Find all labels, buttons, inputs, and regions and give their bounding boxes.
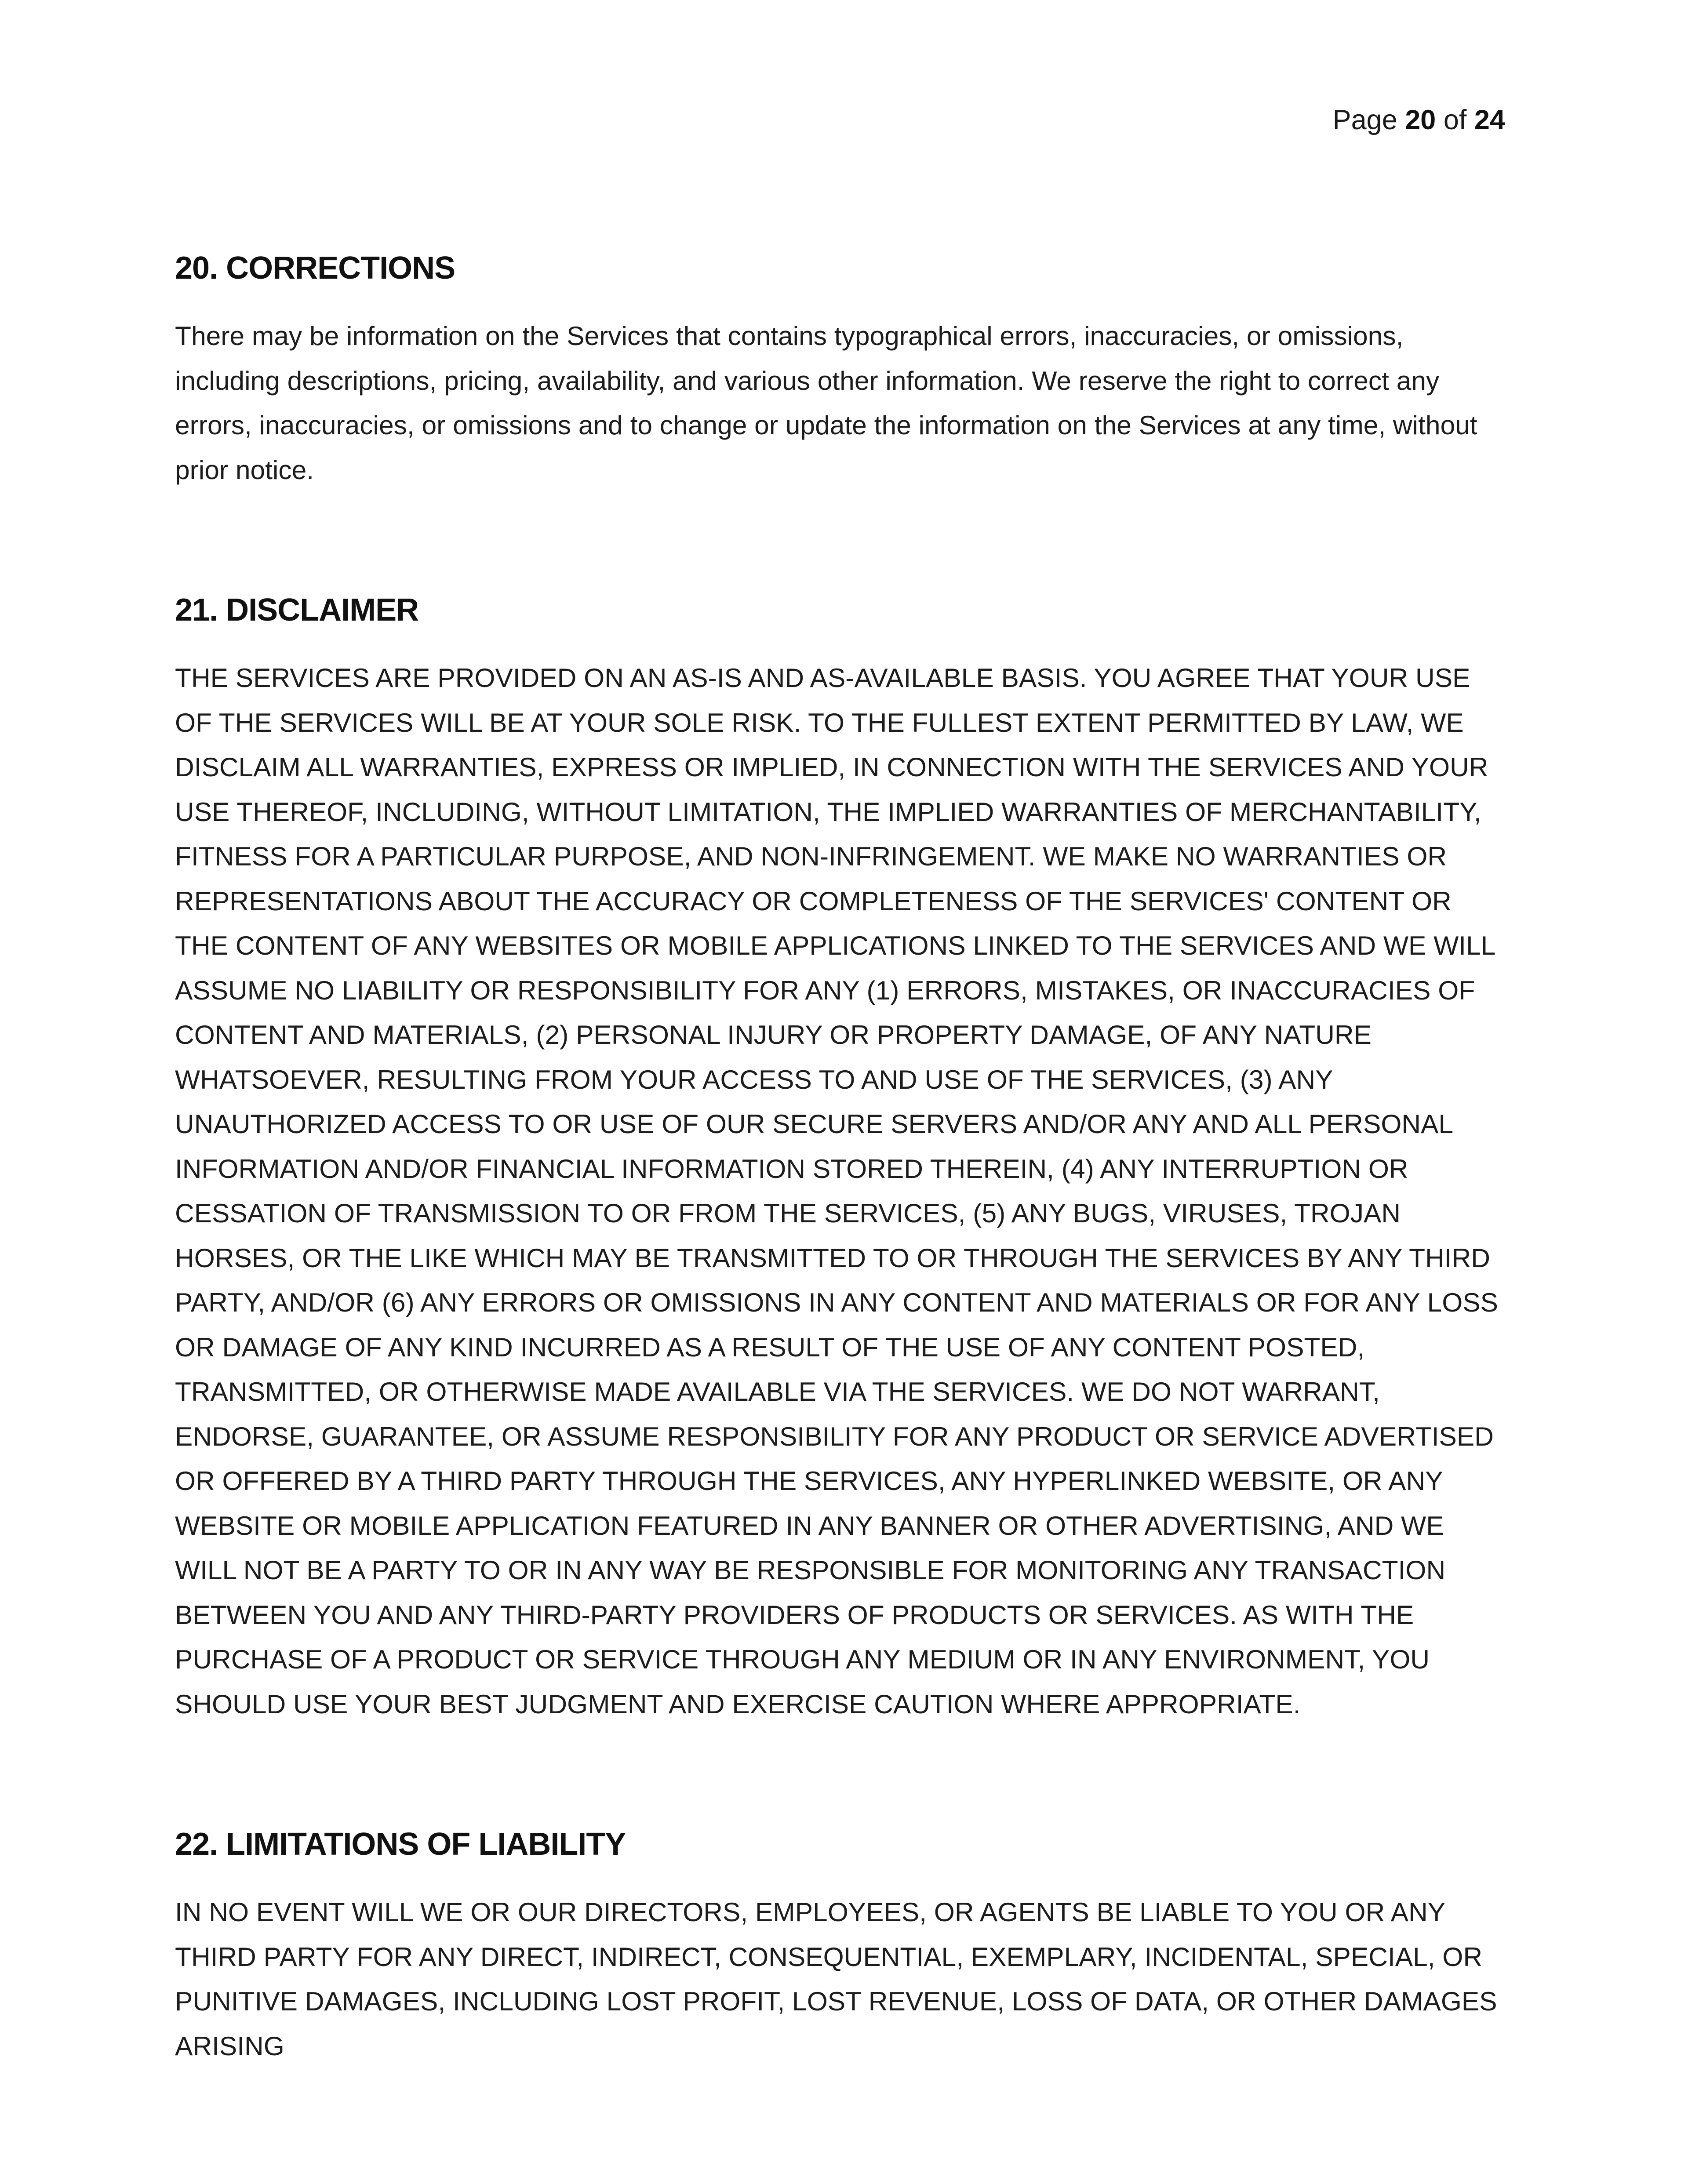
section-body: THE SERVICES ARE PROVIDED ON AN AS-IS AND AS-AVAILABLE BASIS. YOU AGREE THAT YOUR USE OF THE SERVICES WILL BE AT YOUR SOLE RISK. TO THE FULLEST EXTENT PERMITTED BY LAW, WE DISCLAIM ALL WARRANTIES, EXPRESS OR IMPLIED, IN CONNECTION WITH THE SERVICES AND YOUR USE THEREOF, INCLUDING, WITHOUT LIMITATION, THE IMPLIED WARRANTIES OF MERCHANTABILITY, FITNESS FOR A PARTICULAR PURPOSE, AND NON-INFRINGEMENT. WE MAKE NO WARRANTIES OR REPRESENTATIONS ABOUT THE ACCURACY OR COMPLETENESS OF THE SERVICES' CONTENT OR THE CONTENT OF ANY WEBSITES OR MOBILE APPLICATIONS LINKED TO THE SERVICES AND WE WILL ASSUME NO LIABILITY OR RESPONSIBILITY FOR ANY (1) ERRORS, MISTAKES, OR INACCURACIES OF CONTENT AND MATERIALS, (2) PERSONAL INJURY OR PROPERTY DAMAGE, OF ANY NATURE WHATSOEVER, RESULTING FROM YOUR ACCESS TO AND USE OF THE SERVICES, (3) ANY UNAUTHORIZED ACCESS TO OR USE OF OUR SECURE SERVERS AND/OR ANY AND ALL PERSONAL INFORMATION AND/OR FINANCIAL INFORMATION STORED THEREIN, (4) ANY INTERRUPTION OR CESSATION OF TRANSMISSION TO OR FROM THE SERVICES, (5) ANY BUGS, VIRUSES, TROJAN HORSES, OR THE LIKE WHICH MAY BE TRANSMITTED TO OR THROUGH THE SERVICES BY ANY THIRD PARTY, AND/OR (6) ANY ERRORS OR OMISSIONS IN ANY CONTENT AND MATERIALS OR FOR ANY LOSS OR DAMAGE OF ANY KIND INCURRED AS A RESULT OF THE USE OF ANY CONTENT POSTED, TRANSMITTED, OR OTHERWISE MADE AVAILABLE VIA THE SERVICES. WE DO NOT WARRANT, ENDORSE, GUARANTEE, OR ASSUME RESPONSIBILITY FOR ANY PRODUCT OR SERVICE ADVERTISED OR OFFERED BY A THIRD PARTY THROUGH THE SERVICES, ANY HYPERLINKED WEBSITE, OR ANY WEBSITE OR MOBILE APPLICATION FEATURED IN ANY BANNER OR OTHER ADVERTISING, AND WE WILL NOT BE A PARTY TO OR IN ANY WAY BE RESPONSIBLE FOR MONITORING ANY TRANSACTION BETWEEN YOU AND ANY THIRD-PARTY PROVIDERS OF PRODUCTS OR SERVICES. AS WITH THE PURCHASE OF A PRODUCT OR SERVICE THROUGH ANY MEDIUM OR IN ANY ENVIRONMENT, YOU SHOULD USE YOUR BEST JUDGMENT AND EXERCISE CAUTION WHERE APPROPRIATE. (175, 663, 1499, 1719)
section-disclaimer (175, 588, 1502, 1726)
page-indicator (1333, 100, 1505, 140)
section-body: There may be information on the Services that contains typographical errors, inaccuracies, or omissions, including descriptions, pricing, availability, and various other information. We reserve the right to correct any errors, inaccuracies, or omissions and to change or update the information on the Services at any time, without prior notice. (175, 321, 1477, 485)
section-limitations-of-liability (175, 1822, 1502, 2068)
page-indicator-current: 20 (1405, 105, 1436, 135)
section-title: 22. LIMITATIONS OF LIABILITY (175, 1827, 626, 1862)
page-indicator-prefix: Page (1332, 105, 1397, 135)
section-body: IN NO EVENT WILL WE OR OUR DIRECTORS, EMPLOYEES, OR AGENTS BE LIABLE TO YOU OR ANY THIRD PARTY FOR ANY DIRECT, INDIRECT, CONSEQUENTIAL, EXEMPLARY, INCIDENTAL, SPECIAL, OR PUNITIVE DAMAGES, INCLUDING LOST PROFIT, LOST REVENUE, LOSS OF DATA, OR OTHER DAMAGES ARISING (175, 1897, 1497, 2061)
page-indicator-separator: of (1443, 105, 1467, 135)
section-corrections (175, 246, 1502, 492)
section-title: 21. DISCLAIMER (175, 592, 419, 628)
document-content (175, 246, 1502, 2068)
section-title: 20. CORRECTIONS (175, 251, 455, 286)
page-indicator-total: 24 (1474, 105, 1505, 135)
